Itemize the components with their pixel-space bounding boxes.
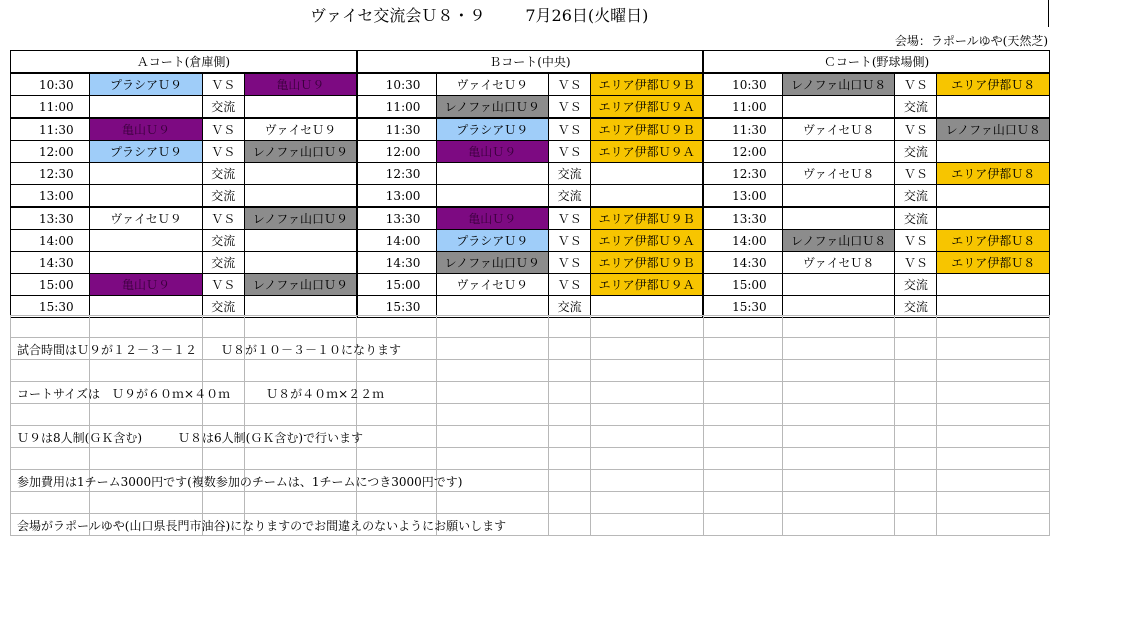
note-grid-cell: [782, 382, 894, 404]
table-row: [11, 207, 1050, 230]
team-cell: エリア伊都Ｕ８: [937, 230, 1050, 252]
note-grid-cell: [895, 360, 937, 382]
team-cell: レノファ山口Ｕ８: [782, 230, 894, 252]
note-grid-cell: [591, 448, 703, 470]
note-grid-cell: [591, 382, 703, 404]
match-separator: 交流: [895, 296, 937, 318]
note-row: [11, 514, 1050, 536]
note-grid-cell: [591, 492, 703, 514]
match-separator: ＶＳ: [549, 230, 591, 252]
note-cell: [11, 404, 90, 426]
match-separator: 交流: [895, 96, 937, 119]
note-grid-cell: [937, 492, 1050, 514]
note-grid-cell: [895, 470, 937, 492]
time-cell: 15:00: [11, 274, 90, 296]
team-cell: [782, 274, 894, 296]
note-grid-cell: [202, 316, 244, 338]
note-grid-cell: [937, 338, 1050, 360]
note-grid-cell: [782, 316, 894, 338]
time-cell: 11:30: [11, 118, 90, 141]
note-grid-cell: [937, 360, 1050, 382]
note-grid-cell: [357, 448, 436, 470]
note-grid-cell: [703, 360, 782, 382]
note-grid-cell: [549, 404, 591, 426]
time-cell: 14:30: [357, 252, 436, 274]
team-cell: [782, 185, 894, 208]
time-cell: 10:30: [11, 73, 90, 96]
note-grid-cell: [591, 360, 703, 382]
time-cell: 15:30: [11, 296, 90, 318]
time-cell: 13:30: [11, 207, 90, 230]
note-grid-cell: [782, 514, 894, 536]
time-cell: 14:30: [11, 252, 90, 274]
team-cell: [937, 141, 1050, 163]
team-cell: エリア伊都Ｕ９Ａ: [591, 230, 703, 252]
match-separator: ＶＳ: [549, 73, 591, 96]
note-grid-cell: [436, 360, 548, 382]
team-cell: プラシアＵ９: [436, 118, 548, 141]
notes-table: [10, 315, 1050, 536]
note-grid-cell: [90, 360, 202, 382]
note-grid-cell: [90, 448, 202, 470]
time-cell: 11:30: [357, 118, 436, 141]
team-cell: [937, 185, 1050, 208]
time-cell: 12:00: [11, 141, 90, 163]
team-cell: ヴァイセＵ８: [782, 163, 894, 185]
note-text: 会場がラポールゆや(山口県長門市油谷)になりますのでお間違えのないようにお願いします: [17, 519, 507, 533]
match-separator: ＶＳ: [202, 274, 244, 296]
time-cell: 11:00: [703, 96, 782, 119]
match-separator: 交流: [549, 185, 591, 208]
note-grid-cell: [937, 448, 1050, 470]
time-cell: 11:00: [11, 96, 90, 119]
team-cell: レノファ山口Ｕ９: [436, 252, 548, 274]
match-separator: 交流: [549, 163, 591, 185]
team-cell: ヴァイセＵ９: [436, 73, 548, 96]
team-cell: 亀山Ｕ９: [90, 274, 202, 296]
team-cell: プラシアＵ９: [90, 141, 202, 163]
team-cell: ヴァイセＵ９: [436, 274, 548, 296]
note-text: Ｕ９は8人制(ＧＫ含む) Ｕ８は6人制(ＧＫ含む)で行います: [17, 431, 363, 445]
note-grid-cell: [357, 426, 436, 448]
match-separator: 交流: [202, 252, 244, 274]
note-grid-cell: [591, 338, 703, 360]
match-separator: ＶＳ: [895, 118, 937, 141]
team-cell: ヴァイセＵ９: [90, 207, 202, 230]
team-cell: レノファ山口Ｕ９: [244, 141, 356, 163]
note-row: [11, 338, 1050, 360]
table-row: [11, 274, 1050, 296]
note-grid-cell: [703, 316, 782, 338]
time-cell: 11:00: [357, 96, 436, 119]
note-grid-cell: [436, 382, 548, 404]
note-grid-cell: [357, 404, 436, 426]
note-grid-cell: [90, 316, 202, 338]
match-separator: 交流: [895, 141, 937, 163]
match-separator: ＶＳ: [549, 96, 591, 119]
team-cell: ヴァイセＵ９: [244, 118, 356, 141]
team-cell: [244, 252, 356, 274]
court-header: Ｃコート(野球場側): [703, 51, 1049, 74]
court-header: Ａコート(倉庫側): [11, 51, 357, 74]
time-cell: 12:00: [357, 141, 436, 163]
note-grid-cell: [937, 316, 1050, 338]
note-grid-cell: [90, 404, 202, 426]
note-grid-cell: [357, 492, 436, 514]
team-cell: [782, 96, 894, 119]
note-grid-cell: [782, 492, 894, 514]
time-cell: 12:30: [357, 163, 436, 185]
team-cell: レノファ山口Ｕ８: [937, 118, 1050, 141]
match-separator: 交流: [202, 185, 244, 208]
match-separator: 交流: [895, 185, 937, 208]
note-cell: [11, 470, 463, 492]
time-cell: 11:30: [703, 118, 782, 141]
team-cell: 亀山Ｕ９: [244, 73, 356, 96]
note-grid-cell: [202, 360, 244, 382]
note-grid-cell: [436, 338, 548, 360]
team-cell: [591, 185, 703, 208]
note-grid-cell: [549, 316, 591, 338]
match-separator: 交流: [202, 230, 244, 252]
note-grid-cell: [202, 448, 244, 470]
note-grid-cell: [895, 492, 937, 514]
note-grid-cell: [244, 404, 356, 426]
note-grid-cell: [357, 360, 436, 382]
note-grid-cell: [549, 470, 591, 492]
team-cell: プラシアＵ９: [436, 230, 548, 252]
table-row: [11, 73, 1050, 96]
match-separator: ＶＳ: [202, 141, 244, 163]
note-grid-cell: [703, 470, 782, 492]
team-cell: エリア伊都Ｕ８: [937, 252, 1050, 274]
note-grid-cell: [202, 492, 244, 514]
court-header: Ｂコート(中央): [357, 51, 703, 74]
match-separator: ＶＳ: [549, 207, 591, 230]
court-header-row: [11, 51, 1050, 74]
note-cell: [11, 382, 385, 404]
note-cell: [11, 338, 402, 360]
match-separator: ＶＳ: [549, 141, 591, 163]
note-grid-cell: [703, 404, 782, 426]
note-grid-cell: [703, 448, 782, 470]
time-cell: 13:30: [357, 207, 436, 230]
match-separator: ＶＳ: [895, 252, 937, 274]
time-cell: 13:00: [11, 185, 90, 208]
match-separator: ＶＳ: [202, 73, 244, 96]
note-grid-cell: [436, 404, 548, 426]
note-grid-cell: [436, 448, 548, 470]
team-cell: [436, 163, 548, 185]
note-grid-cell: [549, 448, 591, 470]
note-grid-cell: [549, 360, 591, 382]
team-cell: エリア伊都Ｕ９Ａ: [591, 141, 703, 163]
note-grid-cell: [782, 426, 894, 448]
note-text: 参加費用は1チーム3000円です(複数参加のチームは、1チームにつき3000円です): [17, 475, 463, 489]
table-row: [11, 141, 1050, 163]
time-cell: 10:30: [703, 73, 782, 96]
match-separator: 交流: [202, 163, 244, 185]
team-cell: [90, 230, 202, 252]
note-cell: [11, 492, 90, 514]
time-cell: 14:00: [357, 230, 436, 252]
note-row: [11, 470, 1050, 492]
team-cell: [90, 96, 202, 119]
note-grid-cell: [591, 404, 703, 426]
team-cell: エリア伊都Ｕ９Ｂ: [591, 73, 703, 96]
note-grid-cell: [895, 316, 937, 338]
time-cell: 14:00: [703, 230, 782, 252]
note-grid-cell: [895, 426, 937, 448]
note-grid-cell: [895, 448, 937, 470]
match-separator: 交流: [895, 207, 937, 230]
note-grid-cell: [895, 514, 937, 536]
match-separator: 交流: [549, 296, 591, 318]
note-grid-cell: [549, 514, 591, 536]
note-row: [11, 316, 1050, 338]
note-text: 試合時間はＵ９が１２－３－１２ Ｕ８が１０－３－１０になります: [17, 343, 402, 357]
table-row: [11, 96, 1050, 119]
match-separator: ＶＳ: [895, 230, 937, 252]
note-grid-cell: [703, 382, 782, 404]
event-title: ヴァイセ交流会Ｕ８・９: [310, 6, 486, 25]
match-separator: ＶＳ: [202, 207, 244, 230]
table-row: [11, 163, 1050, 185]
match-separator: ＶＳ: [895, 163, 937, 185]
note-grid-cell: [895, 338, 937, 360]
note-grid-cell: [244, 360, 356, 382]
note-grid-cell: [782, 338, 894, 360]
note-grid-cell: [591, 514, 703, 536]
time-cell: 15:30: [703, 296, 782, 318]
note-grid-cell: [244, 448, 356, 470]
match-separator: ＶＳ: [895, 73, 937, 96]
match-separator: ＶＳ: [549, 118, 591, 141]
note-row: [11, 492, 1050, 514]
time-cell: 13:00: [357, 185, 436, 208]
match-separator: ＶＳ: [549, 252, 591, 274]
note-grid-cell: [90, 492, 202, 514]
table-row: [11, 185, 1050, 208]
team-cell: [436, 185, 548, 208]
note-grid-cell: [436, 426, 548, 448]
team-cell: [782, 207, 894, 230]
match-separator: 交流: [202, 96, 244, 119]
match-separator: ＶＳ: [202, 118, 244, 141]
table-row: [11, 230, 1050, 252]
team-cell: 亀山Ｕ９: [90, 118, 202, 141]
team-cell: レノファ山口Ｕ８: [782, 73, 894, 96]
time-cell: 15:00: [357, 274, 436, 296]
match-separator: 交流: [202, 296, 244, 318]
note-cell: [11, 426, 363, 448]
team-cell: エリア伊都Ｕ９Ｂ: [591, 207, 703, 230]
table-row: [11, 118, 1050, 141]
time-cell: 13:00: [703, 185, 782, 208]
team-cell: 亀山Ｕ９: [436, 207, 548, 230]
match-separator: 交流: [895, 274, 937, 296]
team-cell: [90, 252, 202, 274]
note-row: [11, 360, 1050, 382]
note-grid-cell: [549, 426, 591, 448]
note-row: [11, 448, 1050, 470]
note-grid-cell: [591, 470, 703, 492]
note-grid-cell: [591, 316, 703, 338]
time-cell: 12:00: [703, 141, 782, 163]
venue-label: 会場：ラポールゆや(天然芝): [894, 34, 1048, 48]
note-row: [11, 404, 1050, 426]
match-separator: ＶＳ: [549, 274, 591, 296]
team-cell: 亀山Ｕ９: [436, 141, 548, 163]
note-cell: [11, 514, 507, 536]
note-grid-cell: [244, 492, 356, 514]
table-row: [11, 252, 1050, 274]
team-cell: レノファ山口Ｕ９: [436, 96, 548, 119]
page-title: [310, 3, 648, 26]
team-cell: エリア伊都Ｕ９Ｂ: [591, 118, 703, 141]
note-grid-cell: [937, 382, 1050, 404]
team-cell: [244, 163, 356, 185]
note-cell: [11, 360, 90, 382]
time-cell: 13:30: [703, 207, 782, 230]
team-cell: [244, 230, 356, 252]
note-grid-cell: [782, 448, 894, 470]
team-cell: ヴァイセＵ８: [782, 252, 894, 274]
team-cell: [937, 274, 1050, 296]
note-grid-cell: [549, 338, 591, 360]
note-grid-cell: [937, 514, 1050, 536]
note-grid-cell: [937, 426, 1050, 448]
time-cell: 12:30: [703, 163, 782, 185]
note-grid-cell: [202, 404, 244, 426]
note-grid-cell: [703, 338, 782, 360]
team-cell: [937, 207, 1050, 230]
schedule-table: [10, 50, 1050, 318]
team-cell: [782, 141, 894, 163]
team-cell: プラシアＵ９: [90, 73, 202, 96]
note-grid-cell: [782, 404, 894, 426]
time-cell: 15:00: [703, 274, 782, 296]
note-grid-cell: [703, 426, 782, 448]
team-cell: エリア伊都Ｕ８: [937, 73, 1050, 96]
note-cell: [11, 316, 90, 338]
title-border: [1048, 0, 1049, 27]
team-cell: [591, 163, 703, 185]
note-grid-cell: [244, 316, 356, 338]
note-grid-cell: [549, 492, 591, 514]
note-text: コートサイズは Ｕ９が６０ｍ×４０ｍ Ｕ８が４０ｍ×２２ｍ: [17, 387, 385, 401]
note-grid-cell: [895, 382, 937, 404]
time-cell: 14:30: [703, 252, 782, 274]
note-grid-cell: [436, 316, 548, 338]
note-grid-cell: [895, 404, 937, 426]
note-grid-cell: [937, 470, 1050, 492]
time-cell: 12:30: [11, 163, 90, 185]
note-grid-cell: [549, 382, 591, 404]
time-cell: 10:30: [357, 73, 436, 96]
note-grid-cell: [937, 404, 1050, 426]
team-cell: [90, 163, 202, 185]
team-cell: [244, 96, 356, 119]
team-cell: [937, 96, 1050, 119]
event-date: 7月26日(火曜日): [525, 6, 649, 25]
time-cell: 15:30: [357, 296, 436, 318]
team-cell: レノファ山口Ｕ９: [244, 274, 356, 296]
note-row: [11, 382, 1050, 404]
team-cell: エリア伊都Ｕ８: [937, 163, 1050, 185]
note-grid-cell: [782, 360, 894, 382]
note-grid-cell: [703, 514, 782, 536]
team-cell: エリア伊都Ｕ９Ｂ: [591, 252, 703, 274]
note-row: [11, 426, 1050, 448]
note-cell: [11, 448, 90, 470]
note-grid-cell: [782, 470, 894, 492]
note-grid-cell: [591, 426, 703, 448]
time-cell: 14:00: [11, 230, 90, 252]
note-grid-cell: [436, 492, 548, 514]
team-cell: ヴァイセＵ８: [782, 118, 894, 141]
team-cell: [244, 185, 356, 208]
team-cell: [90, 185, 202, 208]
note-grid-cell: [357, 316, 436, 338]
team-cell: エリア伊都Ｕ９Ａ: [591, 274, 703, 296]
team-cell: エリア伊都Ｕ９Ａ: [591, 96, 703, 119]
team-cell: レノファ山口Ｕ９: [244, 207, 356, 230]
note-grid-cell: [703, 492, 782, 514]
